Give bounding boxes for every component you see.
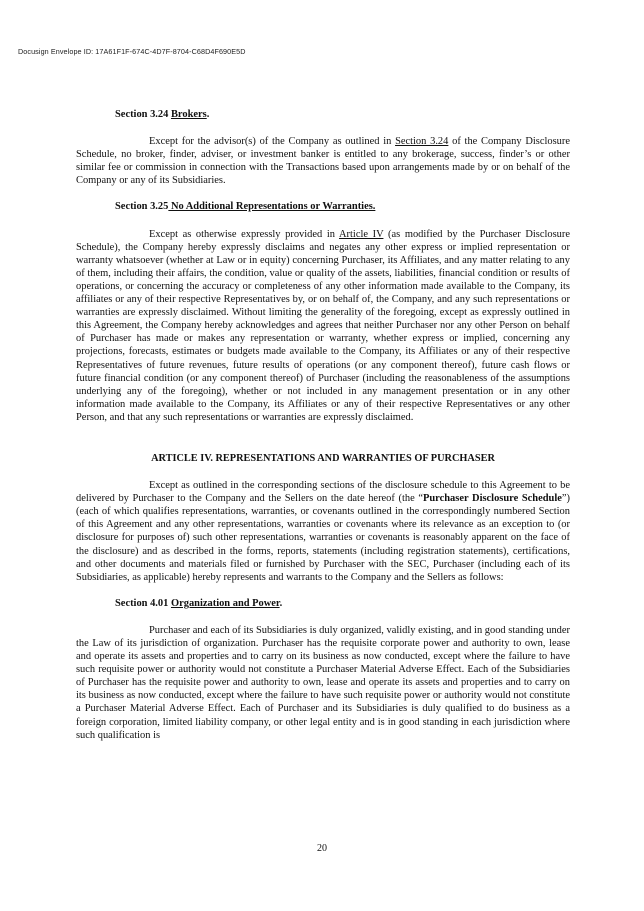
section-3-24-reference-link[interactable]: Section 3.24 xyxy=(395,136,449,148)
section-3-24-heading xyxy=(76,108,570,121)
section-4-01-title: Organization and Power xyxy=(170,597,280,609)
article-iv-heading: ARTICLE IV. REPRESENTATIONS AND WARRANTIES OF PURCHASER xyxy=(151,452,495,464)
section-4-01-heading xyxy=(76,597,570,610)
purchaser-disclosure-schedule-term: Purchaser Disclosure Schedule xyxy=(423,493,562,505)
section-3-24-label: Section 3.24 xyxy=(115,109,171,120)
article-iv-text-a: Except as outlined in the corresponding sections of the disclosure schedule to this Agreement to be delivered by Purchaser to the Company and the Sellers on the date hereof (the “ xyxy=(76,480,570,505)
section-3-25-title: No Additional Representations or Warranties. xyxy=(168,201,376,213)
article-iv-text-b: ”) (each of which qualifies representations, warranties, or covenants outlined in the correspondingly numbered Section of this Agreement and any other representations, warranties or covenants where its relevance as an exception to (or disclosure for purposes of) such other representations, warranties or covenants is reasonably apparent on the face of the disclosure) and as described in the forms, reports, statements (including registration statements), certifications, and other documents and materials filed or furnished by Purchaser with the SEC, Purchaser (including each of its Subsidiaries, as applicable) hereby represents and warrants to the Company and the Sellers as follows: xyxy=(76,493,570,583)
section-3-24-text-a: Except for the advisor(s) of the Company as outlined in xyxy=(149,136,396,148)
section-4-01-title-end: . xyxy=(279,597,283,609)
document-body xyxy=(76,108,570,742)
section-3-25-heading xyxy=(76,200,570,213)
envelope-id: Docusign Envelope ID: 17A61F1F-674C-4D7F-8704-C68D4F690E5D xyxy=(18,47,246,56)
section-4-01-paragraph: Purchaser and each of its Subsidiaries is duly organized, validly existing, and in good standing under the Law of its jurisdiction of organization. Purchaser has the requisite corporate power and authority to own, lease and operate its assets and properties and to carry on its business as now conducted, except where the failure to have such requisite power or authority would not constitute a Purchaser Material Adverse Effect. Each of the Subsidiaries of Purchaser has the requisite power and authority to own, lease and operate its assets and properties and to carry on its business as now conducted, except where the failure to have such requisite power or authority would not constitute a Purchaser Material Adverse Effect. Each of Purchaser and its Subsidiaries is duly qualified to do business as a foreign corporation, limited liability company, or other legal entity and is in good standing in each jurisdiction where such qualification is xyxy=(76,624,570,741)
section-3-25-paragraph xyxy=(76,228,570,424)
section-3-24-title: Brokers xyxy=(170,109,207,120)
section-3-25-text-b: (as modified by the Purchaser Disclosure Schedule), the Company hereby expressly disclaims and negates any other express or implied representation or warranty whatsoever (whether at Law or in equity) concerning Purchaser, its Affiliates, and any matter relating to any of them, including their affairs, the condition, value or quality of the assets, liabilities, financial condition or results of operations, or concerning the accuracy or completeness of any other information made available to the Company, its affiliates or any of their respective Representatives by, or on behalf of, the Company, and any such representations or warranties are expressly disclaimed. Without limiting the generality of the foregoing, except as expressly outlined in this Agreement, the Company hereby acknowledges and agrees that neither Purchaser nor any other Person on behalf of Purchaser has made or makes any representation or warranty, whether express or implied, concerning any projections, forecasts, estimates or budgets made available to the Company, its Affiliates or any of their respective Representatives of future revenues, future results of operations (or any component thereof), future cash flows or future financial condition (or any component thereof) of Purchaser (including the reasonableness of the assumptions underlying any of the foregoing), whether or not included in any management presentation or in any other information made available to the Company, its Affiliates or any of their respective Representatives or any other Person, and that any such representations or warranties are expressly disclaimed. xyxy=(76,228,570,423)
section-3-24-text-b: of the Company Disclosure Schedule, no broker, finder, adviser, or investment banker is entitled to any brokerage, success, finder’s or other similar fee or commission in connection with the Transactions based upon arrangements made by or on behalf of the Company or any of its Subsidiaries. xyxy=(76,136,570,187)
section-3-25-label: Section 3.25 xyxy=(115,201,169,213)
section-4-01-label: Section 4.01 xyxy=(115,597,171,609)
section-3-25-text-a: Except as otherwise expressly provided in xyxy=(149,228,340,240)
article-iv-paragraph xyxy=(76,479,570,584)
page-number: 20 xyxy=(317,843,327,854)
section-3-24-title-end: . xyxy=(206,109,210,120)
article-iv-reference-link[interactable]: Article IV xyxy=(339,228,384,240)
section-3-24-paragraph xyxy=(76,135,570,187)
